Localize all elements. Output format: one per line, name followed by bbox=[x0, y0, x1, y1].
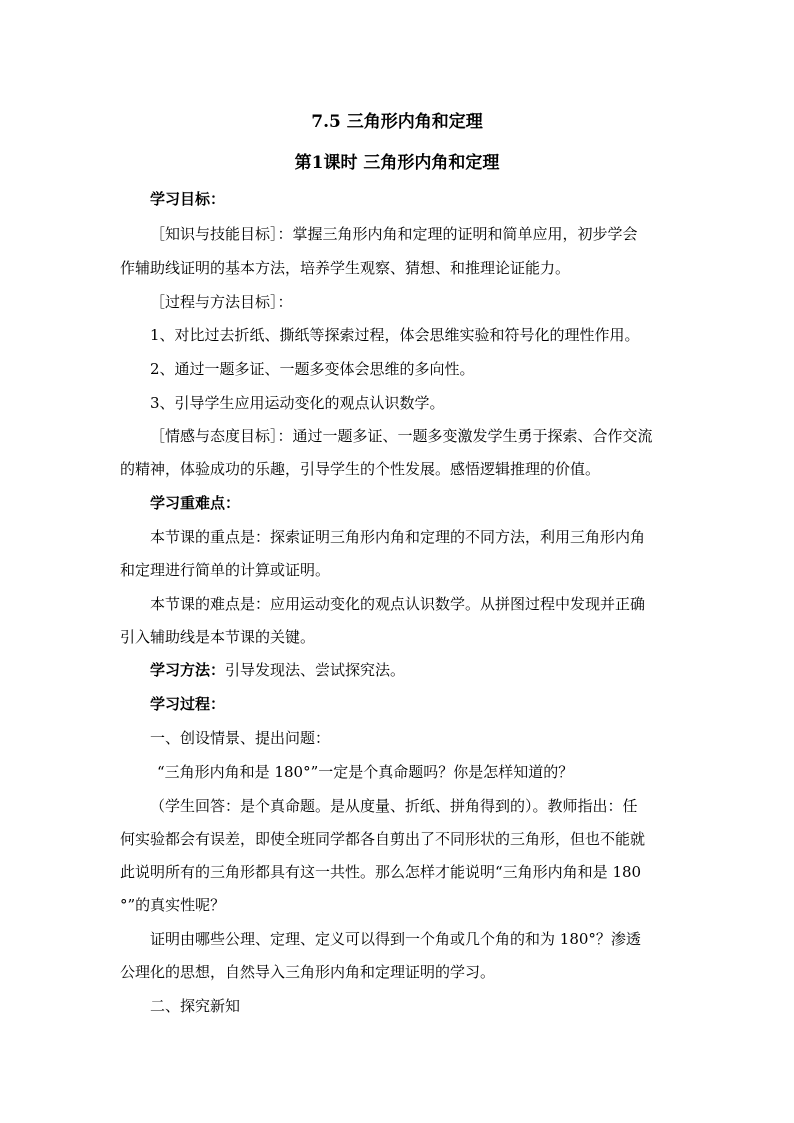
emotion-goal-line-1: ［情感与态度目标］：通过一题多证、一题多变激发学生勇于探索、合作交流 bbox=[150, 427, 653, 445]
answer-line-4: °”的真实性呢？ bbox=[120, 896, 226, 914]
proof-line-1: 证明由哪些公理、定理、定义可以得到一个角或几个角的和为 180°？渗透 bbox=[150, 930, 641, 948]
knowledge-goal-line-1: ［知识与技能目标］：掌握三角形内角和定理的证明和简单应用，初步学会 bbox=[150, 225, 638, 243]
emotion-goal-line-2: 的精神，体验成功的乐趣，引导学生的个性发展。感悟逻辑推理的价值。 bbox=[120, 460, 601, 478]
learning-method-label: 学习方法： bbox=[150, 661, 226, 679]
process-goal-item-2: 2、通过一题多证、一题多变体会思维的多向性。 bbox=[150, 360, 475, 378]
objectives-heading: 学习目标： bbox=[150, 190, 226, 208]
proof-line-2: 公理化的思想，自然导入三角形内角和定理证明的学习。 bbox=[120, 963, 496, 981]
process-goal-item-1: 1、对比过去折纸、撕纸等探索过程，体会思维实验和符号化的理性作用。 bbox=[150, 326, 640, 344]
process-goal-item-3: 3、引导学生应用运动变化的观点认识数学。 bbox=[150, 394, 445, 412]
key-point-line-1: 本节课的重点是：探索证明三角形内角和定理的不同方法，利用三角形内角 bbox=[150, 528, 646, 546]
answer-line-1: （学生回答：是个真命题。是从度量、折纸、拼角得到的）。教师指出：任 bbox=[150, 797, 638, 815]
section-2-title: 二、探究新知 bbox=[150, 997, 241, 1015]
section-1-title: 一、创设情景、提出问题： bbox=[150, 729, 331, 747]
key-point-line-2: 和定理进行简单的计算或证明。 bbox=[120, 561, 331, 579]
learning-method bbox=[150, 660, 405, 680]
answer-line-3: 此说明所有的三角形都具有这一共性。那么怎样才能说明“三角形内角和是 180 bbox=[120, 863, 642, 881]
learning-process-heading: 学习过程： bbox=[150, 695, 226, 713]
learning-method-text: 引导发现法、尝试探究法。 bbox=[225, 661, 406, 679]
key-points-heading: 学习重难点： bbox=[150, 494, 241, 512]
answer-line-2: 何实验都会有误差，即使全班同学都各自剪出了不同形状的三角形，但也不能就 bbox=[120, 830, 646, 848]
difficult-point-line-1: 本节课的难点是：应用运动变化的观点认识数学。从拼图过程中发现并正确 bbox=[150, 595, 646, 613]
knowledge-goal-line-2: 作辅助线证明的基本方法，培养学生观察、猜想、和推理论证能力。 bbox=[120, 259, 571, 277]
question-line: “三角形内角和是 180°”一定是个真命题吗？你是怎样知道的？ bbox=[157, 763, 574, 781]
difficult-point-line-2: 引入辅助线是本节课的关键。 bbox=[120, 628, 316, 646]
document-subtitle: 第1课时 三角形内角和定理 bbox=[294, 153, 500, 173]
document-title: 7.5 三角形内角和定理 bbox=[311, 112, 483, 132]
process-goal-heading: ［过程与方法目标］： bbox=[150, 293, 293, 311]
